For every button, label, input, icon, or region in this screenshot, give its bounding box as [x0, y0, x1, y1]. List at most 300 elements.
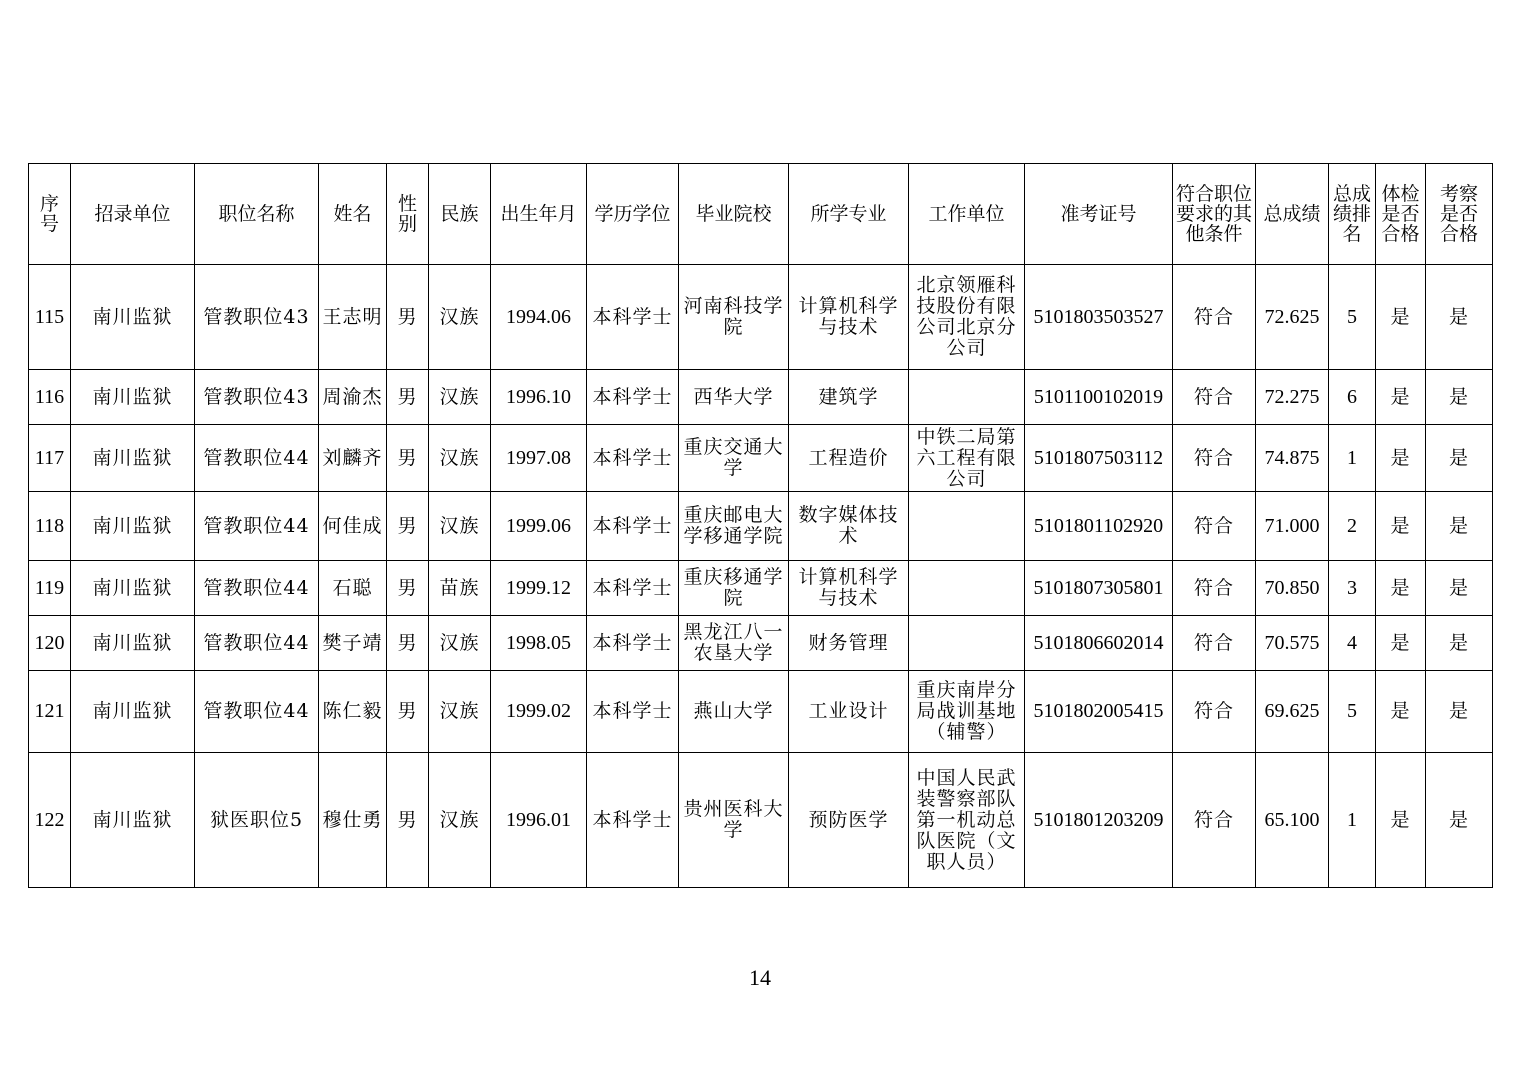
cell-inspection-text: 是 [1448, 446, 1469, 469]
cell-position-text: 管教职位43 [203, 305, 310, 328]
cell-rank-text: 3 [1347, 576, 1357, 599]
cell-employer [909, 370, 1025, 425]
cell-major-text: 财务管理 [808, 631, 889, 654]
col-header-rank-label: 总成绩排名 [1332, 183, 1371, 245]
col-header-birth [491, 164, 587, 265]
cell-name-text: 何佳成 [322, 514, 383, 537]
cell-major [789, 370, 909, 425]
col-header-school-label: 毕业院校 [695, 202, 772, 225]
cell-degree [587, 370, 679, 425]
cell-other [1173, 425, 1256, 492]
cell-ethnicity-text: 汉族 [439, 631, 480, 654]
col-header-medical [1376, 164, 1426, 265]
cell-seq-text: 116 [34, 385, 65, 408]
cell-major [789, 671, 909, 753]
cell-ethnicity [429, 425, 491, 492]
cell-unit [71, 616, 195, 671]
cell-unit-text: 南川监狱 [92, 576, 173, 599]
cell-name [319, 753, 387, 888]
col-header-medical-label: 体检是否合格 [1381, 183, 1420, 245]
cell-degree-text: 本科学士 [592, 808, 673, 831]
cell-birth-text: 1999.12 [506, 576, 571, 599]
cell-seq-text: 122 [34, 808, 65, 831]
cell-degree-text: 本科学士 [592, 576, 673, 599]
col-header-position [195, 164, 319, 265]
cell-gender [387, 492, 429, 561]
page-number: 14 [749, 965, 771, 990]
cell-degree-text: 本科学士 [592, 514, 673, 537]
col-header-exam-id [1025, 164, 1173, 265]
col-header-exam-id-label: 准考证号 [1060, 202, 1137, 225]
cell-exam-id-text: 5101807503112 [1033, 446, 1164, 469]
cell-seq-text: 120 [34, 631, 65, 654]
cell-ethnicity-text: 汉族 [439, 305, 480, 328]
cell-major [789, 753, 909, 888]
cell-other-text: 符合 [1193, 514, 1234, 537]
cell-gender [387, 370, 429, 425]
col-header-major-label: 所学专业 [810, 202, 887, 225]
cell-other-text: 符合 [1193, 305, 1234, 328]
cell-rank [1329, 753, 1376, 888]
cell-degree-text: 本科学士 [592, 385, 673, 408]
cell-seq [29, 370, 71, 425]
cell-exam-id-text: 5101807305801 [1033, 576, 1164, 599]
cell-score [1256, 425, 1329, 492]
cell-other-text: 符合 [1193, 631, 1234, 654]
cell-seq [29, 492, 71, 561]
cell-other [1173, 671, 1256, 753]
col-header-gender-label: 性别 [397, 193, 417, 235]
cell-unit [71, 561, 195, 616]
cell-other [1173, 492, 1256, 561]
cell-ethnicity-text: 苗族 [439, 576, 480, 599]
cell-employer [909, 616, 1025, 671]
cell-school-text: 河南科技学院 [683, 295, 784, 338]
cell-seq [29, 671, 71, 753]
cell-gender-text: 男 [397, 576, 418, 599]
cell-rank-text: 2 [1347, 514, 1357, 537]
cell-exam-id [1025, 425, 1173, 492]
cell-name [319, 492, 387, 561]
cell-gender-text: 男 [397, 385, 418, 408]
cell-major [789, 616, 909, 671]
cell-rank-text: 1 [1347, 808, 1357, 831]
cell-score [1256, 561, 1329, 616]
cell-other [1173, 616, 1256, 671]
cell-exam-id [1025, 265, 1173, 370]
cell-ethnicity-text: 汉族 [439, 514, 480, 537]
col-header-seq-label: 序号 [39, 193, 59, 235]
col-header-birth-label: 出生年月 [500, 202, 577, 225]
cell-unit-text: 南川监狱 [92, 446, 173, 469]
cell-ethnicity-text: 汉族 [439, 385, 480, 408]
cell-medical-text: 是 [1390, 446, 1411, 469]
cell-major [789, 425, 909, 492]
cell-medical [1376, 492, 1426, 561]
cell-other [1173, 370, 1256, 425]
cell-birth-text: 1996.10 [506, 385, 571, 408]
cell-gender [387, 753, 429, 888]
cell-unit [71, 370, 195, 425]
cell-name-text: 王志明 [322, 305, 383, 328]
cell-birth [491, 753, 587, 888]
cell-position [195, 671, 319, 753]
cell-medical-text: 是 [1390, 700, 1411, 722]
cell-other-text: 符合 [1193, 700, 1234, 722]
cell-gender [387, 616, 429, 671]
table-row [29, 671, 1493, 753]
col-header-name [319, 164, 387, 265]
cell-score-text: 69.625 [1264, 700, 1320, 722]
cell-unit-text: 南川监狱 [92, 700, 173, 722]
cell-name-text: 石聪 [332, 576, 373, 599]
cell-inspection [1426, 753, 1493, 888]
cell-position [195, 753, 319, 888]
cell-medical [1376, 425, 1426, 492]
cell-seq [29, 753, 71, 888]
cell-other-text: 符合 [1193, 446, 1234, 469]
cell-medical-text: 是 [1390, 305, 1411, 328]
col-header-rank [1329, 164, 1376, 265]
cell-inspection [1426, 561, 1493, 616]
cell-name-text: 樊子靖 [322, 631, 383, 654]
col-header-employer-label: 工作单位 [928, 202, 1005, 225]
cell-unit [71, 671, 195, 753]
cell-position [195, 492, 319, 561]
cell-name [319, 425, 387, 492]
cell-school-text: 重庆移通学院 [683, 566, 784, 609]
col-header-employer [909, 164, 1025, 265]
cell-gender-text: 男 [397, 446, 418, 469]
cell-ethnicity [429, 561, 491, 616]
cell-exam-id [1025, 370, 1173, 425]
cell-degree-text: 本科学士 [592, 700, 673, 722]
cell-medical [1376, 370, 1426, 425]
cell-birth [491, 671, 587, 753]
cell-position-text: 管教职位44 [203, 514, 310, 537]
cell-other [1173, 561, 1256, 616]
cell-exam-id-text: 5101803503527 [1033, 305, 1164, 328]
col-header-score [1256, 164, 1329, 265]
table-body [29, 265, 1493, 888]
cell-name [319, 370, 387, 425]
cell-birth [491, 425, 587, 492]
cell-exam-id [1025, 561, 1173, 616]
cell-school [679, 370, 789, 425]
cell-rank [1329, 492, 1376, 561]
table-row [29, 492, 1493, 561]
cell-medical [1376, 753, 1426, 888]
cell-position [195, 616, 319, 671]
cell-birth-text: 1996.01 [506, 808, 571, 831]
cell-seq [29, 425, 71, 492]
cell-school-text: 西华大学 [693, 385, 774, 408]
cell-exam-id-text: 5101806602014 [1033, 631, 1164, 654]
cell-exam-id-text: 5101100102019 [1033, 385, 1164, 408]
cell-medical [1376, 671, 1426, 753]
cell-unit [71, 753, 195, 888]
cell-unit-text: 南川监狱 [92, 385, 173, 408]
cell-employer-text: 中铁二局第六工程有限公司 [916, 425, 1017, 490]
cell-rank [1329, 561, 1376, 616]
cell-degree [587, 616, 679, 671]
cell-position-text: 狱医职位5 [209, 808, 304, 831]
cell-name-text: 刘麟齐 [322, 446, 383, 469]
cell-major-text: 建筑学 [818, 385, 879, 408]
cell-unit [71, 425, 195, 492]
cell-score-text: 65.100 [1264, 808, 1320, 831]
cell-score-text: 72.625 [1264, 305, 1320, 328]
table-row [29, 561, 1493, 616]
cell-ethnicity-text: 汉族 [439, 700, 480, 722]
cell-medical [1376, 616, 1426, 671]
col-header-degree-label: 学历学位 [594, 202, 671, 225]
table-row [29, 265, 1493, 370]
cell-position [195, 370, 319, 425]
cell-birth-text: 1997.08 [506, 446, 571, 469]
col-header-inspection-label: 考察是否合格 [1439, 183, 1478, 245]
cell-unit [71, 492, 195, 561]
cell-school [679, 425, 789, 492]
cell-degree [587, 425, 679, 492]
cell-rank-text: 5 [1347, 700, 1357, 722]
cell-birth-text: 1999.06 [506, 514, 571, 537]
cell-employer-text: 中国人民武装警察部队第一机动总队医院（文职人员） [916, 766, 1017, 873]
col-header-ethnicity [429, 164, 491, 265]
cell-inspection [1426, 425, 1493, 492]
cell-medical-text: 是 [1390, 576, 1411, 599]
cell-inspection-text: 是 [1448, 385, 1469, 408]
cell-score [1256, 753, 1329, 888]
cell-gender [387, 265, 429, 370]
cell-exam-id [1025, 616, 1173, 671]
cell-ethnicity-text: 汉族 [439, 446, 480, 469]
cell-degree [587, 561, 679, 616]
cell-employer [909, 265, 1025, 370]
cell-gender-text: 男 [397, 631, 418, 654]
cell-rank-text: 4 [1347, 631, 1357, 654]
cell-school [679, 753, 789, 888]
cell-rank-text: 5 [1347, 305, 1357, 328]
cell-name [319, 561, 387, 616]
cell-rank [1329, 370, 1376, 425]
cell-position-text: 管教职位43 [203, 385, 310, 408]
cell-school-text: 燕山大学 [693, 700, 774, 722]
cell-school [679, 492, 789, 561]
cell-rank [1329, 425, 1376, 492]
cell-degree [587, 492, 679, 561]
cell-gender-text: 男 [397, 700, 418, 722]
cell-score-text: 72.275 [1264, 385, 1320, 408]
cell-exam-id [1025, 753, 1173, 888]
col-header-major [789, 164, 909, 265]
cell-ethnicity [429, 671, 491, 753]
cell-major-text: 工业设计 [808, 700, 889, 722]
cell-ethnicity [429, 492, 491, 561]
cell-score [1256, 671, 1329, 753]
cell-major-text: 预防医学 [808, 808, 889, 831]
cell-inspection-text: 是 [1448, 631, 1469, 654]
cell-birth-text: 1998.05 [506, 631, 571, 654]
col-header-name-label: 姓名 [333, 202, 372, 225]
cell-score-text: 74.875 [1264, 446, 1320, 469]
cell-ethnicity [429, 753, 491, 888]
cell-seq-text: 121 [34, 700, 65, 722]
cell-birth-text: 1999.02 [506, 700, 571, 722]
cell-rank-text: 1 [1347, 446, 1357, 469]
cell-inspection-text: 是 [1448, 514, 1469, 537]
cell-employer [909, 753, 1025, 888]
cell-score [1256, 265, 1329, 370]
cell-position-text: 管教职位44 [203, 631, 310, 654]
cell-school [679, 561, 789, 616]
cell-inspection [1426, 370, 1493, 425]
cell-rank [1329, 616, 1376, 671]
cell-score [1256, 492, 1329, 561]
table-header [29, 164, 1493, 265]
cell-seq-text: 119 [34, 576, 65, 599]
cell-school-text: 重庆交通大学 [683, 436, 784, 479]
table-row [29, 616, 1493, 671]
cell-school [679, 265, 789, 370]
header-row [29, 164, 1493, 265]
col-header-position-label: 职位名称 [218, 202, 295, 225]
cell-other-text: 符合 [1193, 385, 1234, 408]
cell-employer-text: 北京领雁科技股份有限公司北京分公司 [916, 274, 1017, 359]
cell-seq-text: 117 [34, 446, 65, 469]
cell-other [1173, 265, 1256, 370]
cell-degree [587, 671, 679, 753]
cell-score-text: 70.575 [1264, 631, 1320, 654]
cell-name [319, 265, 387, 370]
cell-inspection [1426, 265, 1493, 370]
cell-inspection [1426, 671, 1493, 753]
cell-school-text: 重庆邮电大学移通学院 [683, 504, 784, 547]
cell-inspection-text: 是 [1448, 305, 1469, 328]
cell-position [195, 425, 319, 492]
cell-school [679, 616, 789, 671]
cell-unit [71, 265, 195, 370]
cell-seq-text: 118 [34, 514, 65, 537]
col-header-other-label: 符合职位要求的其他条件 [1175, 183, 1252, 245]
cell-seq [29, 616, 71, 671]
cell-other-text: 符合 [1193, 576, 1234, 599]
cell-gender [387, 671, 429, 753]
cell-gender-text: 男 [397, 305, 418, 328]
cell-employer [909, 425, 1025, 492]
cell-gender [387, 561, 429, 616]
cell-name [319, 616, 387, 671]
cell-unit-text: 南川监狱 [92, 631, 173, 654]
cell-ethnicity-text: 汉族 [439, 808, 480, 831]
cell-unit-text: 南川监狱 [92, 808, 173, 831]
cell-name-text: 周渝杰 [322, 385, 383, 408]
cell-name [319, 671, 387, 753]
cell-inspection-text: 是 [1448, 700, 1469, 722]
cell-birth [491, 561, 587, 616]
cell-exam-id-text: 5101801102920 [1033, 514, 1164, 537]
col-header-degree [587, 164, 679, 265]
cell-major-text: 数字媒体技术 [798, 504, 899, 547]
col-header-unit-label: 招录单位 [94, 202, 171, 225]
cell-inspection [1426, 616, 1493, 671]
cell-position [195, 265, 319, 370]
cell-exam-id-text: 5101802005415 [1033, 700, 1164, 722]
cell-position-text: 管教职位44 [203, 576, 310, 599]
cell-employer [909, 671, 1025, 753]
cell-exam-id-text: 5101801203209 [1033, 808, 1164, 831]
table-row [29, 370, 1493, 425]
cell-birth [491, 616, 587, 671]
col-header-score-label: 总成绩 [1263, 202, 1321, 225]
cell-medical [1376, 265, 1426, 370]
cell-employer [909, 561, 1025, 616]
cell-gender-text: 男 [397, 808, 418, 831]
cell-major-text: 计算机科学与技术 [798, 295, 899, 338]
cell-medical-text: 是 [1390, 385, 1411, 408]
cell-exam-id [1025, 671, 1173, 753]
cell-position-text: 管教职位44 [203, 446, 310, 469]
cell-other-text: 符合 [1193, 808, 1234, 831]
candidate-table [28, 163, 1493, 888]
cell-name-text: 穆仕勇 [322, 808, 383, 831]
cell-major-text: 工程造价 [808, 446, 889, 469]
cell-seq [29, 561, 71, 616]
cell-inspection-text: 是 [1448, 576, 1469, 599]
cell-birth [491, 492, 587, 561]
cell-ethnicity [429, 265, 491, 370]
cell-position-text: 管教职位44 [203, 700, 310, 722]
cell-other [1173, 753, 1256, 888]
cell-school-text: 贵州医科大学 [683, 798, 784, 841]
cell-rank-text: 6 [1347, 385, 1357, 408]
cell-degree-text: 本科学士 [592, 305, 673, 328]
cell-inspection-text: 是 [1448, 808, 1469, 831]
cell-score [1256, 370, 1329, 425]
cell-rank [1329, 265, 1376, 370]
cell-unit-text: 南川监狱 [92, 514, 173, 537]
col-header-unit [71, 164, 195, 265]
cell-score-text: 71.000 [1264, 514, 1320, 537]
cell-position [195, 561, 319, 616]
table-row [29, 753, 1493, 888]
cell-gender-text: 男 [397, 514, 418, 537]
cell-seq [29, 265, 71, 370]
cell-medical [1376, 561, 1426, 616]
cell-name-text: 陈仁毅 [322, 700, 383, 722]
col-header-ethnicity-label: 民族 [440, 202, 479, 225]
cell-ethnicity [429, 370, 491, 425]
cell-employer-text: 重庆南岸分局战训基地（辅警） [916, 679, 1017, 743]
cell-exam-id [1025, 492, 1173, 561]
cell-major [789, 265, 909, 370]
col-header-seq [29, 164, 71, 265]
cell-degree [587, 265, 679, 370]
cell-degree-text: 本科学士 [592, 631, 673, 654]
cell-birth [491, 370, 587, 425]
cell-rank [1329, 671, 1376, 753]
cell-major [789, 561, 909, 616]
cell-medical-text: 是 [1390, 808, 1411, 831]
cell-major [789, 492, 909, 561]
cell-gender [387, 425, 429, 492]
cell-score-text: 70.850 [1264, 576, 1320, 599]
cell-birth [491, 265, 587, 370]
cell-school-text: 黑龙江八一农垦大学 [683, 621, 784, 664]
col-header-other [1173, 164, 1256, 265]
col-header-inspection [1426, 164, 1493, 265]
col-header-school [679, 164, 789, 265]
